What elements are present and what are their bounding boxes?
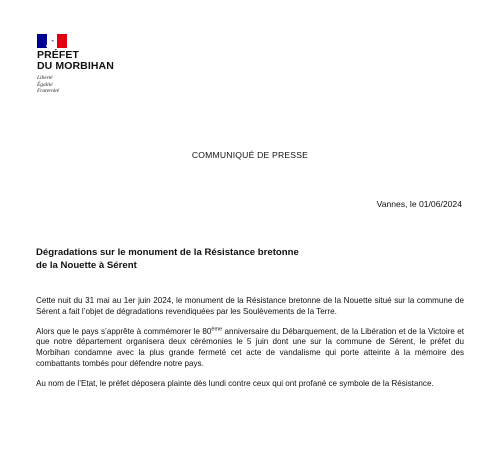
press-release-headline bbox=[36, 247, 376, 272]
ordinal-superscript: ème bbox=[211, 325, 223, 332]
prefecture-name bbox=[37, 50, 137, 72]
document-type-title: COMMUNIQUÉ DE PRESSE bbox=[191, 150, 309, 160]
prefecture-logo bbox=[37, 34, 137, 95]
body-paragraph-2 bbox=[36, 327, 464, 370]
paragraph-2-end: anniversaire du Débarquement, de la Libération et de la Victoire et que notre département organisera deux cérémonies le 5 juin dont une sur la commune de Sérent, le préfet du Morbihan condamne avec la plus grande fermeté cet acte de vandalisme qui porte atteinte à la mémoire des combattants tombés pour défendre notre pays. bbox=[36, 326, 464, 368]
republic-motto bbox=[37, 75, 137, 95]
prefecture-name-line-1: PRÉFET bbox=[37, 49, 80, 61]
motto-fraternite: Fraternité bbox=[37, 88, 60, 95]
place-and-date: Vannes, le 01/06/2024 bbox=[376, 199, 462, 209]
motto-liberte: Liberté bbox=[37, 75, 53, 81]
headline-line-1: Dégradations sur le monument de la Résistance bretonne bbox=[36, 247, 299, 258]
motto-egalite: Égalité bbox=[37, 81, 53, 88]
body-paragraph-1: Cette nuit du 31 mai au 1er juin 2024, le monument de la Résistance bretonne de la Nouette situé sur la commune de Sérent a fait l’objet de dégradations revendiquées par les Soulèvements de la Terre. bbox=[36, 296, 464, 316]
marianne-flag-icon bbox=[37, 34, 67, 48]
paragraph-2-start: Alors que le pays s’apprête à commémorer le 80 bbox=[36, 326, 212, 336]
press-release-body bbox=[36, 296, 464, 399]
body-paragraph-3: Au nom de l’Etat, le préfet déposera plainte dès lundi contre ceux qui ont profané ce symbole de la Résistance. bbox=[36, 378, 434, 388]
headline-line-2: de la Nouette à Sérent bbox=[36, 259, 137, 271]
prefecture-name-line-2: DU MORBIHAN bbox=[37, 60, 114, 72]
